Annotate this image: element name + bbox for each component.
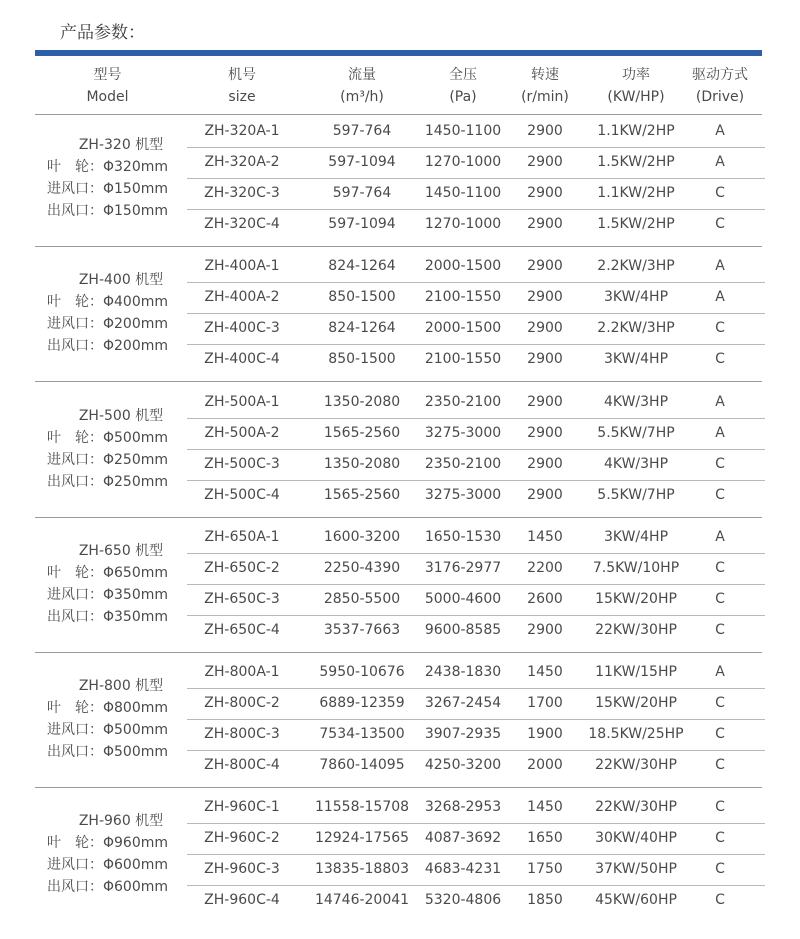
table-row: [187, 719, 765, 751]
speed-cell: 1850: [527, 892, 563, 908]
header-power: [585, 64, 687, 108]
speed-cell: 1700: [527, 695, 563, 711]
model-group: [35, 249, 762, 371]
speed-cell: 2900: [527, 622, 563, 638]
inlet-spec: 进风口：Φ150mm: [47, 181, 169, 197]
header-model-cn: 型号: [93, 67, 122, 83]
outlet-spec: 出风口：Φ350mm: [47, 609, 169, 625]
table-row: [187, 750, 765, 781]
drive-cell: C: [715, 560, 725, 576]
size-cell: ZH-400C-4: [204, 351, 280, 367]
size-cell: ZH-960C-4: [204, 892, 280, 908]
model-group: [35, 655, 762, 777]
header-drive: [680, 64, 760, 108]
inlet-spec: 进风口：Φ350mm: [47, 587, 169, 603]
model-description: [47, 810, 195, 898]
speed-cell: 2900: [527, 185, 563, 201]
drive-cell: C: [715, 726, 725, 742]
flow-cell: 850-1500: [328, 289, 396, 305]
table-row: [187, 449, 765, 481]
flow-cell: 850-1500: [328, 351, 396, 367]
size-cell: ZH-650C-4: [204, 622, 280, 638]
drive-cell: C: [715, 351, 725, 367]
power-cell: 18.5KW/25HP: [588, 726, 684, 742]
drive-cell: A: [715, 664, 725, 680]
drive-cell: C: [715, 216, 725, 232]
table-row: [187, 209, 765, 240]
flow-cell: 824-1264: [328, 320, 396, 336]
impeller-spec: 叶 轮：Φ960mm: [47, 835, 169, 851]
inlet-spec: 进风口：Φ250mm: [47, 452, 169, 468]
table-row: [187, 147, 765, 179]
size-cell: ZH-400C-3: [204, 320, 280, 336]
flow-cell: 597-1094: [328, 216, 396, 232]
flow-cell: 597-1094: [328, 154, 396, 170]
header-power-en: (KW/HP): [607, 89, 665, 105]
size-cell: ZH-800C-4: [204, 757, 280, 773]
size-cell: ZH-800C-2: [204, 695, 280, 711]
size-cell: ZH-800C-3: [204, 726, 280, 742]
flow-cell: 2250-4390: [323, 560, 401, 576]
flow-cell: 14746-20041: [314, 892, 410, 908]
speed-cell: 2200: [527, 560, 563, 576]
flow-cell: 1600-3200: [323, 529, 401, 545]
pressure-cell: 2000-1500: [424, 258, 502, 274]
pressure-cell: 4683-4231: [424, 861, 502, 877]
table-row: [187, 553, 765, 585]
power-cell: 4KW/3HP: [603, 456, 669, 472]
table-row: [187, 615, 765, 646]
flow-cell: 597-764: [332, 123, 392, 139]
power-cell: 2.2KW/3HP: [597, 320, 675, 336]
header-model-en: Model: [86, 89, 129, 105]
header-speed-en: (r/min): [521, 89, 569, 105]
drive-cell: C: [715, 757, 725, 773]
size-cell: ZH-500A-1: [204, 394, 280, 410]
group-divider: [35, 246, 762, 247]
model-name: ZH-800 机型: [78, 678, 164, 694]
power-cell: 22KW/30HP: [595, 799, 677, 815]
table-row: [187, 854, 765, 886]
header-speed: [510, 64, 580, 108]
power-cell: 1.5KW/2HP: [597, 154, 675, 170]
power-cell: 1.5KW/2HP: [597, 216, 675, 232]
size-cell: ZH-320A-2: [204, 154, 280, 170]
size-cell: ZH-650C-3: [204, 591, 280, 607]
outlet-spec: 出风口：Φ500mm: [47, 744, 169, 760]
size-cell: ZH-320C-4: [204, 216, 280, 232]
table-row: [187, 885, 765, 916]
impeller-spec: 叶 轮：Φ320mm: [47, 159, 169, 175]
inlet-spec: 进风口：Φ600mm: [47, 857, 169, 873]
drive-cell: C: [715, 830, 725, 846]
pressure-cell: 2100-1550: [424, 351, 502, 367]
size-cell: ZH-500C-4: [204, 487, 280, 503]
flow-cell: 6889-12359: [319, 695, 405, 711]
speed-cell: 2900: [527, 154, 563, 170]
group-divider: [35, 381, 762, 382]
pressure-cell: 3267-2454: [424, 695, 502, 711]
pressure-cell: 2000-1500: [424, 320, 502, 336]
pressure-cell: 3907-2935: [424, 726, 502, 742]
group-divider: [35, 652, 762, 653]
size-cell: ZH-320C-3: [204, 185, 280, 201]
flow-cell: 1565-2560: [323, 425, 401, 441]
flow-cell: 824-1264: [328, 258, 396, 274]
speed-cell: 2900: [527, 456, 563, 472]
model-description: [47, 405, 195, 493]
header-drive-cn: 驱动方式: [692, 67, 748, 83]
outlet-spec: 出风口：Φ200mm: [47, 338, 169, 354]
table-header: [35, 56, 762, 115]
header-size: [187, 64, 297, 108]
speed-cell: 2900: [527, 394, 563, 410]
model-name: ZH-650 机型: [78, 543, 164, 559]
table-row: [187, 387, 765, 419]
flow-cell: 7534-13500: [319, 726, 405, 742]
size-cell: ZH-960C-3: [204, 861, 280, 877]
power-cell: 45KW/60HP: [595, 892, 677, 908]
size-cell: ZH-800A-1: [204, 664, 280, 680]
pressure-cell: 1650-1530: [424, 529, 502, 545]
size-cell: ZH-500A-2: [204, 425, 280, 441]
flow-cell: 12924-17565: [314, 830, 410, 846]
pressure-cell: 5320-4806: [424, 892, 502, 908]
pressure-cell: 1450-1100: [424, 185, 502, 201]
model-description: [47, 134, 195, 222]
model-name: ZH-400 机型: [78, 272, 164, 288]
drive-cell: A: [715, 529, 725, 545]
speed-cell: 1900: [527, 726, 563, 742]
speed-cell: 2900: [527, 258, 563, 274]
power-cell: 3KW/4HP: [603, 351, 669, 367]
power-cell: 22KW/30HP: [595, 757, 677, 773]
power-cell: 1.1KW/2HP: [597, 123, 675, 139]
drive-cell: A: [715, 123, 725, 139]
table-row: [187, 251, 765, 283]
size-cell: ZH-960C-2: [204, 830, 280, 846]
inlet-spec: 进风口：Φ500mm: [47, 722, 169, 738]
outlet-spec: 出风口：Φ250mm: [47, 474, 169, 490]
flow-cell: 1350-2080: [323, 394, 401, 410]
power-cell: 4KW/3HP: [603, 394, 669, 410]
table-row: [187, 688, 765, 720]
size-cell: ZH-500C-3: [204, 456, 280, 472]
table-row: [187, 313, 765, 345]
drive-cell: C: [715, 591, 725, 607]
header-model: [45, 64, 170, 108]
pressure-cell: 3275-3000: [424, 487, 502, 503]
pressure-cell: 1270-1000: [424, 154, 502, 170]
pressure-cell: 4087-3692: [424, 830, 502, 846]
flow-cell: 597-764: [332, 185, 392, 201]
drive-cell: C: [715, 487, 725, 503]
flow-cell: 1350-2080: [323, 456, 401, 472]
power-cell: 15KW/20HP: [595, 695, 677, 711]
power-cell: 3KW/4HP: [603, 529, 669, 545]
flow-cell: 7860-14095: [319, 757, 405, 773]
drive-cell: C: [715, 622, 725, 638]
model-description: [47, 540, 195, 628]
flow-cell: 1565-2560: [323, 487, 401, 503]
power-cell: 5.5KW/7HP: [597, 425, 675, 441]
header-flow-cn: 流量: [348, 67, 376, 83]
size-cell: ZH-650A-1: [204, 529, 280, 545]
drive-cell: C: [715, 456, 725, 472]
impeller-spec: 叶 轮：Φ400mm: [47, 294, 169, 310]
model-name: ZH-320 机型: [78, 137, 164, 153]
speed-cell: 2900: [527, 289, 563, 305]
speed-cell: 1450: [527, 529, 563, 545]
drive-cell: A: [715, 425, 725, 441]
power-cell: 3KW/4HP: [603, 289, 669, 305]
flow-cell: 3537-7663: [323, 622, 401, 638]
speed-cell: 2900: [527, 216, 563, 232]
pressure-cell: 9600-8585: [424, 622, 502, 638]
table-row: [187, 657, 765, 689]
pressure-cell: 2350-2100: [424, 456, 502, 472]
pressure-cell: 3275-3000: [424, 425, 502, 441]
power-cell: 7.5KW/10HP: [592, 560, 680, 576]
table-row: [187, 584, 765, 616]
pressure-cell: 2100-1550: [424, 289, 502, 305]
power-cell: 15KW/20HP: [595, 591, 677, 607]
header-pressure-en: (Pa): [449, 89, 477, 105]
group-divider: [35, 787, 762, 788]
pressure-cell: 3268-2953: [424, 799, 502, 815]
drive-cell: C: [715, 320, 725, 336]
drive-cell: A: [715, 154, 725, 170]
power-cell: 11KW/15HP: [595, 664, 677, 680]
drive-cell: A: [715, 258, 725, 274]
impeller-spec: 叶 轮：Φ800mm: [47, 700, 169, 716]
speed-cell: 2900: [527, 487, 563, 503]
size-cell: ZH-320A-1: [204, 123, 280, 139]
flow-cell: 11558-15708: [314, 799, 410, 815]
table-row: [187, 344, 765, 375]
table-row: [187, 823, 765, 855]
drive-cell: C: [715, 185, 725, 201]
drive-cell: C: [715, 799, 725, 815]
drive-cell: A: [715, 394, 725, 410]
speed-cell: 1750: [527, 861, 563, 877]
pressure-cell: 1450-1100: [424, 123, 502, 139]
model-group: [35, 385, 762, 507]
table-row: [187, 792, 765, 824]
header-power-cn: 功率: [622, 67, 650, 83]
speed-cell: 2900: [527, 351, 563, 367]
table-row: [187, 480, 765, 511]
inlet-spec: 进风口：Φ200mm: [47, 316, 169, 332]
flow-cell: 13835-18803: [314, 861, 410, 877]
header-flow: [307, 64, 417, 108]
power-cell: 5.5KW/7HP: [597, 487, 675, 503]
header-flow-en: (m³/h): [340, 89, 384, 105]
table-row: [187, 116, 765, 148]
speed-cell: 2900: [527, 320, 563, 336]
pressure-cell: 3176-2977: [424, 560, 502, 576]
speed-cell: 1450: [527, 799, 563, 815]
pressure-cell: 2350-2100: [424, 394, 502, 410]
pressure-cell: 1270-1000: [424, 216, 502, 232]
power-cell: 30KW/40HP: [595, 830, 677, 846]
flow-cell: 5950-10676: [319, 664, 405, 680]
size-cell: ZH-400A-2: [204, 289, 280, 305]
pressure-cell: 4250-3200: [424, 757, 502, 773]
model-description: [47, 269, 195, 357]
model-group: [35, 790, 762, 912]
header-speed-cn: 转速: [531, 67, 559, 83]
outlet-spec: 出风口：Φ600mm: [47, 879, 169, 895]
table-row: [187, 522, 765, 554]
model-description: [47, 675, 195, 763]
header-size-cn: 机号: [228, 67, 256, 83]
pressure-cell: 5000-4600: [424, 591, 502, 607]
flow-cell: 2850-5500: [323, 591, 401, 607]
model-group: [35, 520, 762, 642]
table-row: [187, 178, 765, 210]
speed-cell: 1650: [527, 830, 563, 846]
table-row: [187, 282, 765, 314]
page-title: 产品参数：: [60, 23, 145, 43]
drive-cell: C: [715, 892, 725, 908]
impeller-spec: 叶 轮：Φ650mm: [47, 565, 169, 581]
model-name: ZH-500 机型: [78, 408, 164, 424]
header-pressure-cn: 全压: [449, 67, 477, 83]
drive-cell: A: [715, 289, 725, 305]
model-group: [35, 114, 762, 236]
speed-cell: 2900: [527, 425, 563, 441]
speed-cell: 2000: [527, 757, 563, 773]
outlet-spec: 出风口：Φ150mm: [47, 203, 169, 219]
size-cell: ZH-650C-2: [204, 560, 280, 576]
header-pressure: [413, 64, 513, 108]
header-drive-en: (Drive): [695, 89, 745, 105]
impeller-spec: 叶 轮：Φ500mm: [47, 430, 169, 446]
pressure-cell: 2438-1830: [424, 664, 502, 680]
power-cell: 2.2KW/3HP: [597, 258, 675, 274]
drive-cell: C: [715, 695, 725, 711]
drive-cell: C: [715, 861, 725, 877]
model-name: ZH-960 机型: [78, 813, 164, 829]
power-cell: 37KW/50HP: [595, 861, 677, 877]
speed-cell: 1450: [527, 664, 563, 680]
speed-cell: 2900: [527, 123, 563, 139]
power-cell: 22KW/30HP: [595, 622, 677, 638]
header-size-en: size: [228, 89, 256, 105]
table-row: [187, 418, 765, 450]
size-cell: ZH-400A-1: [204, 258, 280, 274]
power-cell: 1.1KW/2HP: [597, 185, 675, 201]
speed-cell: 2600: [527, 591, 563, 607]
size-cell: ZH-960C-1: [204, 799, 280, 815]
group-divider: [35, 517, 762, 518]
